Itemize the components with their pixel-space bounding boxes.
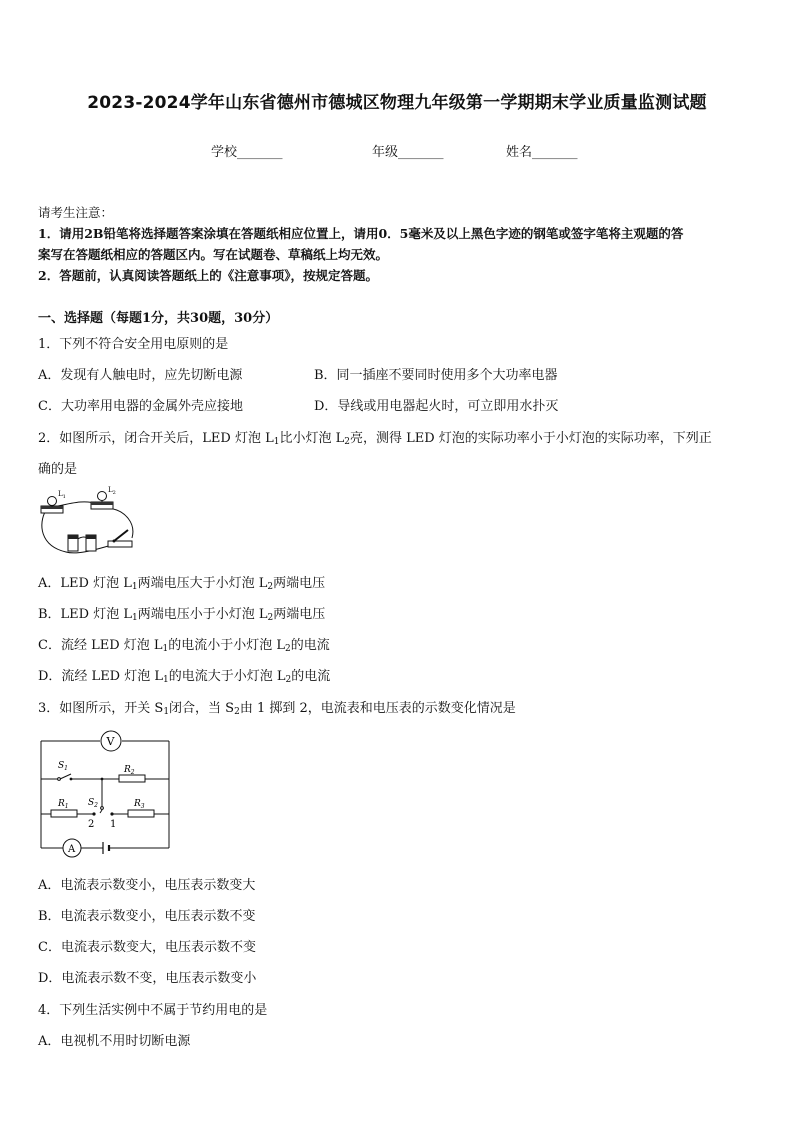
- q3-fig-ammeter: A: [68, 844, 76, 855]
- q3-fig-r1: $R_1$: [58, 799, 69, 810]
- q2-option-c[interactable]: C．流经 LED 灯泡 $L_1$的电流小于小灯泡 $L_2$的电流: [38, 638, 330, 654]
- q3-fig-pos2: 2: [88, 819, 95, 830]
- q1-stem: 1．下列不符合安全用电原则的是: [38, 337, 229, 352]
- q2-fig-l2-label: $L_2$: [108, 486, 116, 496]
- q3-fig-s2: $S_2$: [88, 798, 98, 809]
- q3-stem: 3．如图所示，开关 $S_1$闭合，当 $S_2$由 1 掷到 2，电流表和电压表的示数变化情况是: [38, 701, 516, 717]
- notice-item-1: 1．请用2B铅笔将选择题答案涂填在答题纸相应位置上，请用0．5毫米及以上黑色字迹的钢笔或签字笔将主观题的答: [38, 226, 684, 241]
- q2-stem: 2．如图所示，闭合开关后，LED 灯泡 $L_1$比小灯泡 $L_2$亮，测得 LED 灯泡的实际功率小于小灯泡的实际功率，下列正: [38, 431, 712, 447]
- q1-option-d[interactable]: D．导线或用电器起火时，可立即用水扑灭: [314, 399, 559, 414]
- q2-option-d[interactable]: D．流经 LED 灯泡 $L_1$的电流大于小灯泡 $L_2$的电流: [38, 669, 331, 685]
- q3-fig-r3: $R_3$: [134, 799, 145, 810]
- q1-option-c[interactable]: C．大功率用电器的金属外壳应接地: [38, 399, 243, 414]
- q2-stem-cont: 确的是: [38, 462, 78, 477]
- notice-heading: 请考生注意：: [38, 205, 114, 220]
- name-field[interactable]: 姓名_______: [506, 145, 578, 160]
- notice-item-2: 2．答题前，认真阅读答题纸上的《注意事项》，按规定答题。: [38, 268, 378, 283]
- q2-option-a[interactable]: A．LED 灯泡 $L_1$两端电压大于小灯泡 $L_2$两端电压: [38, 576, 326, 592]
- q2-circuit-figure: [36, 484, 140, 562]
- exam-title: 2023-2024学年山东省德州市德城区物理九年级第一学期期末学业质量监测试题: [87, 93, 707, 113]
- q3-fig-pos1: 1: [110, 819, 117, 830]
- q4-option-a[interactable]: A．电视机不用时切断电源: [38, 1034, 191, 1049]
- q3-fig-voltmeter: V: [106, 735, 115, 748]
- section-heading: 一、选择题（每题1分，共30题，30分）: [38, 311, 279, 326]
- q2-option-b[interactable]: B．LED 灯泡 $L_1$两端电压小于小灯泡 $L_2$两端电压: [38, 607, 326, 623]
- q3-fig-s1: $S_1$: [58, 761, 68, 772]
- q3-option-c[interactable]: C．电流表示数变大，电压表示数不变: [38, 940, 256, 955]
- q3-option-a[interactable]: A．电流表示数变小，电压表示数变大: [38, 878, 256, 893]
- q1-option-a[interactable]: A．发现有人触电时，应先切断电源: [38, 368, 243, 383]
- q1-option-b[interactable]: B．同一插座不要同时使用多个大功率电器: [314, 368, 558, 383]
- q3-option-b[interactable]: B．电流表示数变小，电压表示数不变: [38, 909, 256, 924]
- notice-item-1-cont: 案写在答题纸相应的答题区内。写在试题卷、草稿纸上均无效。: [38, 247, 389, 262]
- q4-stem: 4．下列生活实例中不属于节约用电的是: [38, 1003, 268, 1018]
- q3-option-d[interactable]: D．电流表示数不变，电压表示数变小: [38, 971, 257, 986]
- q3-circuit-figure: [36, 730, 176, 858]
- grade-field[interactable]: 年级_______: [372, 145, 444, 160]
- school-field[interactable]: 学校_______: [211, 145, 283, 160]
- q3-fig-r2: $R_2$: [124, 765, 135, 776]
- q2-fig-l1-label: $L_1$: [58, 490, 66, 500]
